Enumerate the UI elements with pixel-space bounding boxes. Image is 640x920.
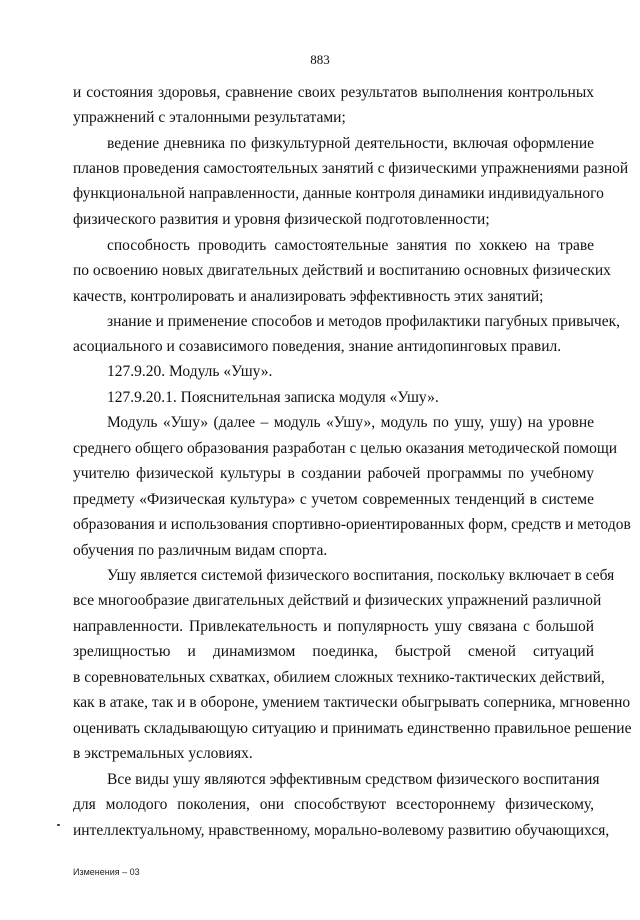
footer-note: Изменения – 03 — [73, 867, 140, 877]
text-line-17: предмету «Физическая культура» с учетом современных тенденций в системе — [73, 491, 594, 508]
text-line-20: Ушу является системой физического воспитания, поскольку включает в себя — [107, 567, 615, 584]
text-line-5: функциональной направленности, данные контроля динамики индивидуального — [73, 185, 604, 202]
text-line-1: и состояния здоровья, сравнение своих результатов выполнения контрольных — [73, 84, 594, 101]
text-line-15: среднего общего образования разработан с целью оказания методической помощи — [73, 440, 618, 457]
text-line-19: обучения по различным видам спорта. — [73, 542, 328, 559]
text-line-4: планов проведения самостоятельных занятий с физическими упражнениями разной — [73, 160, 629, 177]
text-line-6: физического развития и уровня физической подготовленности; — [73, 211, 490, 228]
text-line-3: ведение дневника по физкультурной деятельности, включая оформление — [107, 135, 594, 152]
text-line-29: для молодого поколения, они способствуют всестороннему физическому, — [73, 796, 594, 813]
text-line-16: учителю физической культуры в создании рабочей программы по учебному — [73, 465, 594, 482]
text-line-30: интеллектуальному, нравственному, морально-волевому развитию обучающихся, — [73, 822, 610, 839]
subsection-heading: 127.9.20.1. Пояснительная записка модуля «Ушу». — [107, 389, 439, 406]
text-line-18: образования и использования спортивно-ориентированных форм, средств и методов — [73, 516, 631, 533]
text-line-10: знание и применение способов и методов профилактики пагубных привычек, — [107, 313, 620, 330]
text-line-8: по освоению новых двигательных действий и воспитанию основных физических — [73, 262, 611, 279]
text-line-24: в соревновательных схватках, обилием сложных технико-тактических действий, — [73, 669, 605, 686]
scan-speck — [57, 824, 60, 826]
text-line-26: оценивать складывающую ситуацию и принимать единственно правильное решение — [73, 720, 632, 737]
text-line-21: все многообразие двигательных действий и физических упражнений различной — [73, 592, 602, 609]
text-line-28: Все виды ушу являются эффективным средством физического воспитания — [107, 771, 600, 788]
text-line-7: способность проводить самостоятельные занятия по хоккею на траве — [107, 237, 594, 254]
text-line-11: асоциального и созависимого поведения, знание антидопинговых правил. — [73, 338, 562, 355]
text-line-23: зрелищностью и динамизмом поединка, быстрой сменой ситуаций — [73, 643, 594, 660]
section-heading: 127.9.20. Модуль «Ушу». — [107, 363, 273, 380]
text-line-9: качеств, контролировать и анализировать эффективность этих занятий; — [73, 288, 544, 305]
text-line-27: в экстремальных условиях. — [73, 745, 253, 762]
text-line-2: упражнений с эталонными результатами; — [73, 109, 346, 126]
page-number: 883 — [310, 52, 330, 67]
text-line-25: как в атаке, так и в обороне, умением тактически обыгрывать соперника, мгновенно — [73, 694, 631, 711]
text-line-14: Модуль «Ушу» (далее – модуль «Ушу», модуль по ушу, ушу) на уровне — [107, 414, 594, 431]
text-line-22: направленности. Привлекательность и популярность ушу связана с большой — [73, 618, 594, 635]
